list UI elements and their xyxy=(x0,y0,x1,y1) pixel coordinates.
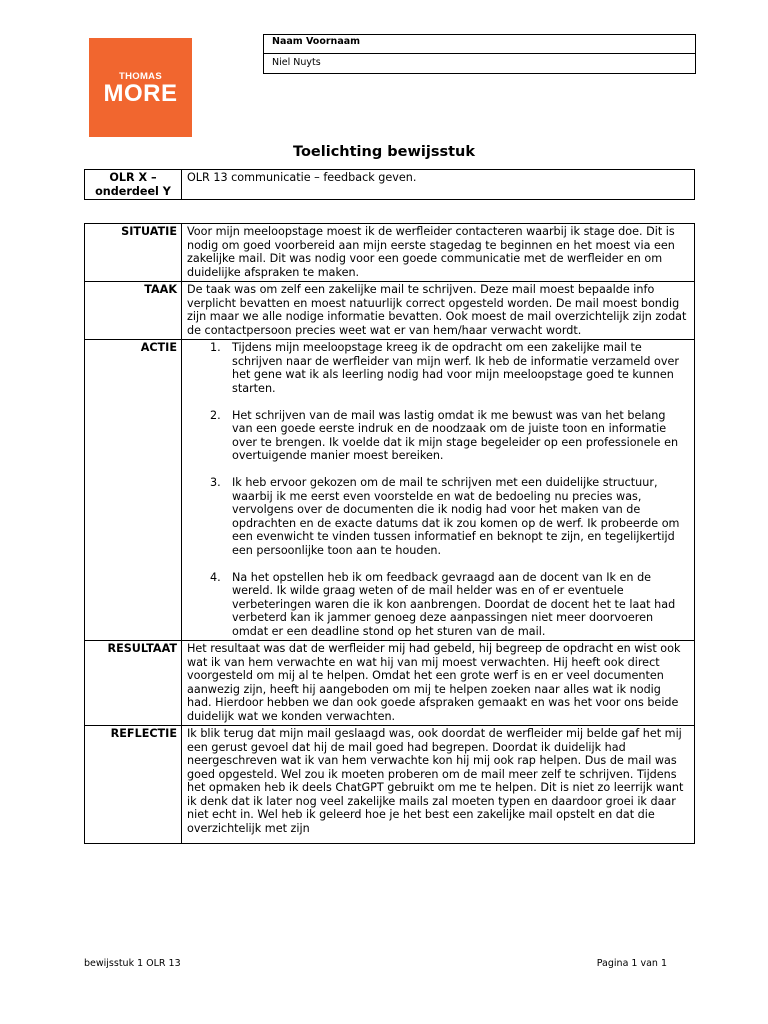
taak-text: De taak was om zelf een zakelijke mail te schrijven. Deze mail moest bepaalde info verplicht bevatten en moest natuurlijk correct opgesteld worden. De mail moest bondig zijn maar we alle nodige informatie bevatten. Ook moest de mail overzichtelijk zijn zodat de contactpersoon precies weet wat er van hem/haar verwacht wordt. xyxy=(182,282,695,340)
olr-value: OLR 13 communicatie – feedback geven. xyxy=(182,170,695,200)
logo-line-1: THOMAS xyxy=(119,70,162,82)
name-box xyxy=(263,34,696,74)
list-item-number: 1. xyxy=(210,341,221,354)
row-situatie xyxy=(85,224,695,282)
footer-page-number: Pagina 1 van 1 xyxy=(596,958,667,969)
list-item xyxy=(187,571,688,639)
reflectie-label: REFLECTIE xyxy=(85,726,182,844)
situatie-label: SITUATIE xyxy=(85,224,182,282)
document-title: Toelichting bewijsstuk xyxy=(293,144,475,160)
list-item xyxy=(187,409,688,463)
list-item xyxy=(187,476,688,557)
resultaat-text: Het resultaat was dat de werfleider mij had gebeld, hij begreep de opdracht en wist ook wat ik van hem verwachte en wat hij van mij moest verwachten. Hij heeft ook direct voorgesteld om mij al te helpen. Omdat het een grote werf is en er veel documenten aanwezig zijn, heeft hij aangeboden om mij te helpen zoeken naar alles wat ik nodig had. Hierdoor hebben we dan ook goede afspraken gemaakt en was het voor ons beide duidelijk wat we konden verwachten. xyxy=(182,641,695,726)
situatie-text: Voor mijn meeloopstage moest ik de werfleider contacteren waarbij ik stage doe. Dit is nodig om goed voorbereid aan mijn eerste stagedag te beginnen en het moest via een zakelijke mail. Dit was nodig voor een goede communicatie met de werfleider en om duidelijke afspraken te maken. xyxy=(182,224,695,282)
star-table xyxy=(84,223,695,844)
thomas-more-logo xyxy=(89,38,192,137)
olr-row xyxy=(85,170,695,200)
name-label: Naam Voornaam xyxy=(272,36,361,47)
list-item-text: Na het opstellen heb ik om feedback gevraagd aan de docent van Ik en de wereld. Ik wilde graag weten of de mail helder was en of er eventuele verbeteringen waren die ik kon aanbrengen. Doordat de docent het te laat had verbeterd kan ik jammer genoeg deze aanpassingen niet meer doorvoeren omdat er een deadline stond op het sturen van de mail. xyxy=(232,570,676,638)
taak-label: TAAK xyxy=(85,282,182,340)
list-item-text: Tijdens mijn meeloopstage kreeg ik de opdracht om een zakelijke mail te schrijven naar de werfleider van mijn werf. Ik heb de informatie verzameld over het gene wat ik als leerling nodig had voor mijn meeloopstage goed te kunnen starten. xyxy=(232,341,680,395)
list-item-number: 4. xyxy=(210,570,221,584)
list-item-number: 3. xyxy=(210,476,221,489)
olr-label: OLR X – onderdeel Y xyxy=(85,170,182,200)
row-reflectie xyxy=(85,726,695,844)
actie-content xyxy=(182,340,695,641)
list-item-number: 2. xyxy=(210,408,221,422)
resultaat-label: RESULTAAT xyxy=(85,641,182,726)
footer-left: bewijsstuk 1 OLR 13 xyxy=(84,958,181,969)
reflectie-text: Ik blik terug dat mijn mail geslaagd was, ook doordat de werfleider mij belde gaf het mij een gerust gevoel dat hij de mail goed had begrepen. Doordat ik duidelijk had neergeschreven wat ik van hem verwachte kon hij mij ook rap helpen. Dus de mail was goed opgesteld. Wel zou ik moeten proberen om de mail meer zelf te schrijven. Tijdens het opmaken heb ik deels ChatGPT gebruikt om me te helpen. Dit is niet zo leerrijk want ik denk dat ik later nog veel zakelijke mails zal moeten typen en daardoor groei ik daar niet echt in. Wel heb ik geleerd hoe je het best een zakelijke mail opstelt en dat die overzichtelijk met zijn xyxy=(182,726,695,844)
row-taak xyxy=(85,282,695,340)
logo-line-2: MORE xyxy=(103,79,178,107)
olr-table xyxy=(84,169,695,200)
name-value: Niel Nuyts xyxy=(264,53,695,73)
row-resultaat xyxy=(85,641,695,726)
list-item xyxy=(187,341,688,395)
list-item-text: Ik heb ervoor gekozen om de mail te schrijven met een duidelijke structuur, waarbij ik me eerst even voorstelde en wat de bedoeling nu precies was, vervolgens over de documenten die ik nodig had voor het maken van de opdrachten en de exacte datums dat ik zou komen op de werf. Ik probeerde om een evenwicht te vinden tussen informatief en beknopt te zijn, en tegelijkertijd een persoonlijke toon aan te houden. xyxy=(232,476,680,557)
actie-label: ACTIE xyxy=(85,340,182,641)
row-actie xyxy=(85,340,695,641)
actie-list xyxy=(187,341,688,638)
list-item-text: Het schrijven van de mail was lastig omdat ik me bewust was van het belang van een goede eerste indruk en de noodzaak om de juiste toon en informatie over te brengen. Ik voelde dat ik mijn stage begeleider op een professionele en overtuigende manier moest bereiken. xyxy=(232,408,679,462)
